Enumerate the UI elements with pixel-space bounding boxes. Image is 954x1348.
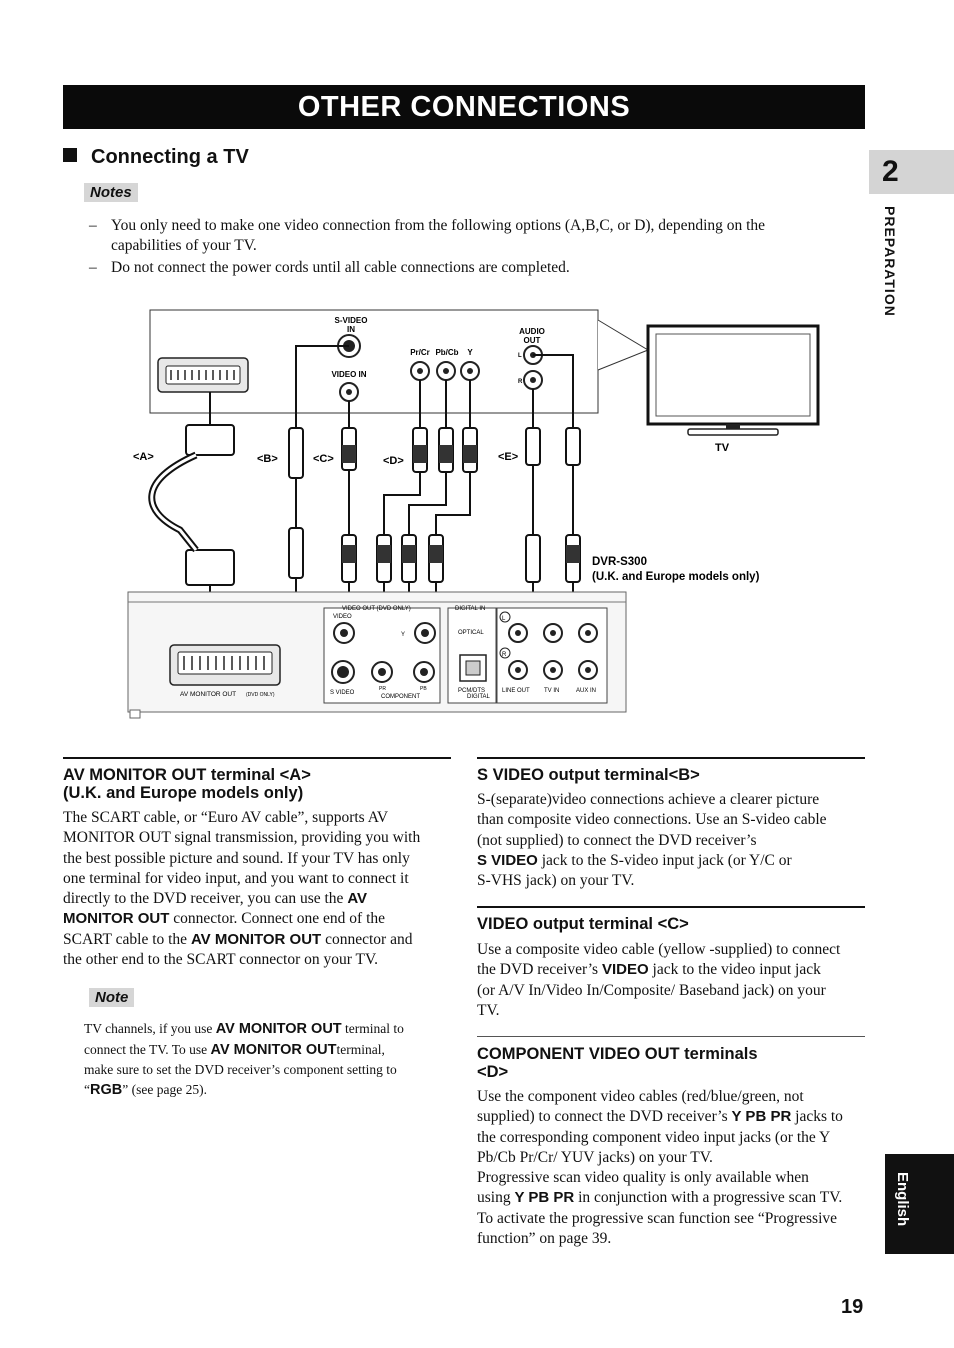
s-video-body: [477, 790, 867, 891]
keyword: Y PB PR: [514, 1189, 575, 1207]
keyword: VIDEO: [601, 961, 649, 979]
rear-l-label: L: [502, 616, 506, 622]
chapter-tab: 2: [869, 150, 954, 194]
body-line: MONITOR OUT signal transmission, providing you with: [63, 829, 421, 847]
body-line: directly to the DVD receiver, you can use the AV: [63, 890, 368, 908]
rear-pr-label: PR: [379, 686, 386, 692]
connection-diagram: [0, 300, 954, 730]
audio-l-plug-bottom: [526, 535, 540, 582]
s-video-plug-bottom: [289, 528, 303, 578]
language-tab: [885, 1154, 954, 1254]
body-line: the DVD receiver’s VIDEO jack to the video input jack: [477, 961, 821, 979]
component-heading-2: <D>: [477, 1063, 509, 1081]
body-line: (not supplied) to connect the DVD receiver’s: [477, 831, 757, 849]
body-line: the other end to the SCART connector on your TV.: [63, 951, 379, 969]
body-line: using Y PB PR in conjunction with a progressive scan TV.: [477, 1189, 843, 1207]
label-b: <B>: [257, 453, 278, 465]
digital-in-label: DIGITAL IN: [455, 606, 486, 612]
note-item-1: [89, 216, 849, 256]
dd-digital-label: DIGITAL: [467, 694, 490, 700]
keyword: AV MONITOR OUT: [190, 930, 322, 948]
note-line: make sure to set the DVD receiver’s component setting to: [84, 1062, 397, 1077]
audio-l-plug-top: [526, 428, 540, 465]
video-out-label: VIDEO OUT (DVD ONLY): [342, 606, 411, 612]
body-line: MONITOR OUT connector. Connect one end of the: [63, 910, 386, 928]
rear-video-label: VIDEO: [333, 614, 352, 620]
body-line: Pb/Cb Pr/Cr/ YUV jacks) on your TV.: [477, 1148, 713, 1166]
s-video-heading: S VIDEO output terminal<B>: [477, 766, 700, 784]
keyword: AV MONITOR OUT: [215, 1021, 342, 1037]
video-body: [477, 940, 867, 1021]
body-line: the corresponding component video input jacks (or the Y: [477, 1128, 831, 1146]
note-body: [84, 1019, 454, 1100]
note-dash: –: [89, 259, 97, 276]
right-column-rule: [477, 757, 865, 759]
rule: [477, 906, 865, 908]
tv-s-video-label-2: IN: [347, 325, 355, 334]
rear-component-label: COMPONENT: [381, 694, 420, 700]
rear-y-label: Y: [401, 632, 406, 638]
tv-l-label: L: [518, 353, 522, 359]
note-item-2: [89, 258, 849, 278]
av-monitor-body: [63, 808, 455, 970]
square-bullet-icon: [63, 148, 77, 162]
optical-label: OPTICAL: [458, 630, 484, 636]
av-monitor-heading-2: (U.K. and Europe models only): [63, 784, 304, 802]
body-line: To activate the progressive scan function see “Progressive: [477, 1209, 838, 1227]
body-line: (or A/V In/Video In/Composite/ Baseband jack) on your: [477, 981, 826, 999]
body-line: than composite video connections. Use an S-video cable: [477, 811, 827, 829]
label-d: <D>: [383, 455, 404, 467]
note-dash: –: [89, 217, 97, 234]
body-line: S-(separate)video connections achieve a clearer picture: [477, 791, 820, 808]
scart-plug-top: [186, 425, 234, 455]
body-line: supplied) to connect the DVD receiver’s Y PB PR jacks to: [477, 1108, 843, 1126]
body-line: S-VHS jack) on your TV.: [477, 872, 635, 890]
tv-audio-out-label: AUDIO: [519, 327, 545, 336]
note-text-line-1: You only need to make one video connection from the following options (A,B,C, or D), depending on the: [111, 217, 766, 234]
line-out-label: LINE OUT: [502, 688, 530, 694]
body-line: one terminal for video input, and you want to connect it: [63, 869, 409, 887]
label-a: <A>: [133, 451, 154, 463]
body-line: function” on page 39.: [477, 1230, 612, 1248]
page-number: 19: [841, 1296, 864, 1318]
tv-pr-label: Pr/Cr: [410, 348, 430, 357]
note-text-line-2: capabilities of your TV.: [111, 237, 257, 254]
model-note: (U.K. and Europe models only): [592, 571, 760, 583]
tv-pb-label: Pb/Cb: [435, 348, 459, 357]
body-line: SCART cable to the AV MONITOR OUT connector and: [63, 930, 413, 948]
note-text: Do not connect the power cords until all cable connections are completed.: [111, 259, 570, 276]
label-e: <E>: [498, 451, 519, 463]
rear-r-label: R: [502, 652, 507, 658]
rear-pb-label: PB: [420, 686, 427, 692]
body-line: TV.: [477, 1001, 500, 1019]
note-line: TV channels, if you use AV MONITOR OUT terminal to: [84, 1021, 404, 1037]
body-line: Progressive scan video quality is only available when: [477, 1169, 809, 1187]
keyword: MONITOR OUT: [63, 910, 170, 928]
body-line: Use a composite video cable (yellow -supplied) to connect: [477, 941, 841, 958]
video-heading: VIDEO output terminal <C>: [477, 915, 689, 933]
aux-in-label: AUX IN: [576, 688, 597, 694]
label-c: <C>: [313, 453, 334, 465]
tv-video-in-label: VIDEO IN: [331, 370, 367, 379]
pcm-dts-label: PCM/DTS: [458, 688, 485, 694]
component-body: [477, 1087, 867, 1249]
tv-audio-out-label-2: OUT: [523, 336, 541, 345]
keyword: RGB: [90, 1081, 123, 1098]
callout-pointer: [598, 320, 648, 370]
audio-r-plug-top: [566, 428, 580, 465]
note-line: “RGB” (see page 25).: [84, 1081, 207, 1098]
tv-r-label: R: [518, 379, 523, 385]
left-column-rule: [63, 757, 451, 759]
component-heading-1: COMPONENT VIDEO OUT terminals: [477, 1045, 758, 1063]
note-line: connect the TV. To use AV MONITOR OUTterminal,: [84, 1041, 385, 1058]
s-video-plug-top: [289, 428, 303, 478]
notes-badge: Notes: [84, 183, 138, 202]
section-heading-text: Connecting a TV: [91, 146, 249, 168]
keyword: AV MONITOR OUT: [210, 1041, 337, 1058]
language-label: English: [894, 1172, 911, 1227]
keyword: Y PB PR: [731, 1108, 792, 1126]
section-heading: [63, 146, 249, 169]
body-line: The SCART cable, or “Euro AV cable”, supports AV: [63, 809, 389, 826]
keyword: S VIDEO: [477, 851, 538, 869]
scart-plug-bottom: [186, 550, 234, 585]
tv-label: TV: [715, 442, 730, 454]
body-line: Use the component video cables (red/blue/green, not: [477, 1088, 804, 1105]
rule: [477, 1036, 865, 1037]
tv-in-label: TV IN: [544, 688, 560, 694]
av-monitor-heading-1: AV MONITOR OUT terminal <A>: [63, 766, 311, 784]
chapter-label: PREPARATION: [882, 206, 898, 317]
model-name: DVR-S300: [592, 556, 647, 568]
note-badge: Note: [89, 988, 134, 1007]
tv-s-video-label: S-VIDEO: [334, 316, 368, 325]
keyword: AV: [347, 890, 368, 908]
body-line: the best possible picture and sound. If your TV has only: [63, 849, 410, 867]
body-line: S VIDEO jack to the S-video input jack (or Y/C or: [477, 851, 792, 869]
av-monitor-out-label: AV MONITOR OUT: [180, 691, 237, 698]
page-title: OTHER CONNECTIONS: [63, 85, 865, 129]
tv-y-label: Y: [467, 348, 473, 357]
rear-s-video-label: S VIDEO: [330, 690, 355, 696]
dvd-only-label: (DVD ONLY): [246, 692, 275, 698]
